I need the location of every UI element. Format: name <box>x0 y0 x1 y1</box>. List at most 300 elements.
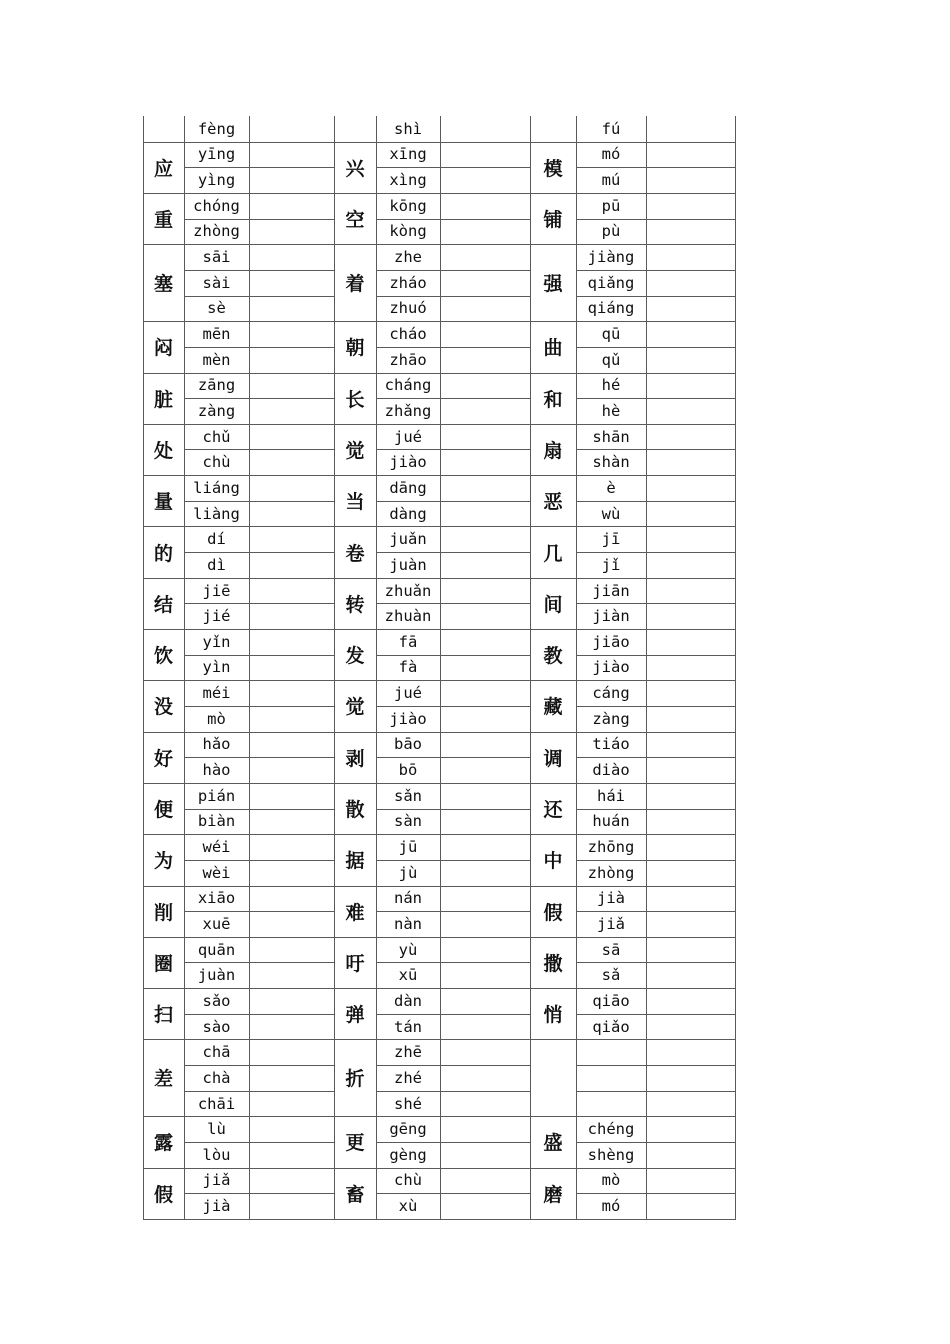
answer-blank <box>646 603 736 629</box>
pinyin-reading: shān <box>592 427 630 446</box>
answer-blank <box>249 757 334 783</box>
polyphone-character: 教 <box>543 645 563 668</box>
pinyin-reading: biàn <box>197 812 236 831</box>
pinyin-reading: xīng <box>389 145 427 164</box>
pinyin-reading: gēng <box>389 1120 427 1139</box>
answer-blank <box>440 603 530 629</box>
pinyin-reading: chù <box>202 453 231 472</box>
answer-blank <box>440 809 530 835</box>
pinyin-reading: tiáo <box>592 735 630 754</box>
polyphone-character: 散 <box>345 799 365 822</box>
answer-blank <box>440 655 530 681</box>
pinyin-reading: qiǎo <box>592 1017 630 1036</box>
answer-blank <box>646 475 736 501</box>
pinyin-reading: jiāo <box>592 632 630 651</box>
answer-blank <box>646 655 736 681</box>
pinyin-reading: tán <box>394 1017 422 1036</box>
pinyin-reading: shàn <box>592 453 630 472</box>
pinyin-reading: mèn <box>202 350 231 369</box>
answer-blank <box>440 167 530 193</box>
answer-blank <box>440 680 530 706</box>
pinyin-reading: sè <box>207 299 226 318</box>
answer-blank <box>646 347 736 373</box>
pinyin-reading: hè <box>601 401 621 420</box>
pinyin-reading: jǐ <box>601 555 621 574</box>
answer-blank <box>249 193 334 219</box>
pinyin-reading: jiān <box>592 581 630 600</box>
pinyin-reading: yǐn <box>202 632 231 651</box>
pinyin-reading: juǎn <box>389 530 427 549</box>
answer-blank <box>249 655 334 681</box>
answer-blank <box>249 706 334 732</box>
polyphone-character: 弹 <box>345 1004 365 1027</box>
pinyin-reading: wèi <box>202 863 231 882</box>
polyphone-character: 为 <box>153 850 173 873</box>
polyphone-character: 塞 <box>153 273 173 296</box>
pinyin-reading: chù <box>394 1171 422 1190</box>
pinyin-reading: jié <box>202 607 231 626</box>
answer-blank <box>440 1014 530 1040</box>
pinyin-reading: è <box>606 478 616 497</box>
pinyin-reading: cháng <box>384 376 432 395</box>
answer-blank <box>249 578 334 604</box>
answer-blank <box>440 886 530 912</box>
polyphone-character: 难 <box>345 901 365 924</box>
answer-blank <box>646 834 736 860</box>
polyphone-character: 量 <box>153 491 173 514</box>
answer-blank <box>249 1039 334 1065</box>
polyphone-character: 露 <box>153 1132 173 1155</box>
pinyin-reading: wéi <box>202 838 231 856</box>
pinyin-reading: gèng <box>389 1145 427 1164</box>
polyphone-character: 扇 <box>543 439 563 462</box>
pinyin-reading: dāng <box>389 478 427 497</box>
answer-blank <box>249 398 334 424</box>
answer-blank <box>249 526 334 552</box>
answer-blank <box>249 321 334 347</box>
answer-blank <box>249 680 334 706</box>
answer-blank <box>440 757 530 783</box>
pinyin-reading: bāo <box>394 735 422 754</box>
pinyin-reading: mò <box>601 1171 621 1190</box>
pinyin-reading: xū <box>398 966 418 985</box>
pinyin-reading: yìn <box>202 658 231 677</box>
answer-blank <box>440 1091 530 1117</box>
pinyin-reading: qiǎng <box>587 273 635 292</box>
answer-blank <box>646 706 736 732</box>
pinyin-reading: fā <box>398 632 418 651</box>
polyphone-character: 模 <box>543 157 563 180</box>
answer-blank <box>646 1142 736 1168</box>
answer-blank <box>249 424 334 450</box>
pinyin-reading: dí <box>207 530 226 549</box>
pinyin-reading: sàn <box>394 812 422 831</box>
answer-blank <box>646 732 736 758</box>
answer-blank <box>646 1168 736 1194</box>
answer-blank <box>646 270 736 296</box>
answer-blank <box>646 680 736 706</box>
polyphone-character: 兴 <box>345 157 365 180</box>
pinyin-reading: sǎo <box>202 991 231 1010</box>
answer-blank <box>646 552 736 578</box>
pinyin-reading: mó <box>601 1197 621 1216</box>
polyphone-character: 结 <box>153 593 173 616</box>
polyphone-character: 没 <box>153 696 173 719</box>
polyphone-character: 脏 <box>153 388 173 411</box>
polyphone-character: 觉 <box>345 439 365 462</box>
answer-blank <box>440 270 530 296</box>
answer-blank <box>646 219 736 245</box>
answer-blank <box>249 347 334 373</box>
answer-blank <box>440 321 530 347</box>
answer-blank <box>249 219 334 245</box>
answer-blank <box>440 296 530 322</box>
pinyin-reading: fèng <box>197 119 236 138</box>
polyphone-character: 假 <box>543 901 563 924</box>
pinyin-reading: jué <box>394 427 422 446</box>
pinyin-reading: zhāo <box>389 350 427 369</box>
answer-blank <box>646 449 736 475</box>
pinyin-reading: chā <box>202 1043 231 1062</box>
answer-blank <box>646 398 736 424</box>
answer-blank <box>440 501 530 527</box>
pinyin-reading: jià <box>597 889 625 908</box>
answer-blank <box>440 193 530 219</box>
answer-blank <box>646 1116 736 1142</box>
polyphone-character: 折 <box>345 1068 365 1091</box>
answer-blank <box>646 116 736 142</box>
pinyin-reading: jué <box>394 684 422 703</box>
pinyin-reading: hé <box>601 376 621 395</box>
answer-blank <box>646 629 736 655</box>
polyphone-character: 曲 <box>543 337 563 360</box>
answer-blank <box>249 270 334 296</box>
pinyin-reading: xuē <box>202 914 231 933</box>
pinyin-reading: chāi <box>197 1094 236 1113</box>
answer-blank <box>249 1193 334 1219</box>
polyphone-character: 朝 <box>345 337 365 360</box>
answer-blank <box>440 398 530 424</box>
polyphone-character: 闷 <box>153 337 173 360</box>
polyphone-character: 发 <box>345 645 365 668</box>
answer-blank <box>440 373 530 399</box>
answer-blank <box>249 937 334 963</box>
pinyin-reading: shèng <box>587 1145 635 1164</box>
pinyin-reading: xìng <box>389 171 427 190</box>
pinyin-reading: sāi <box>202 248 231 267</box>
pinyin-reading: bō <box>398 761 418 780</box>
pinyin-reading: zhé <box>394 1068 422 1087</box>
pinyin-reading: pù <box>601 222 621 241</box>
answer-blank <box>249 475 334 501</box>
pinyin-reading: zhǎng <box>384 401 432 420</box>
answer-blank <box>249 1142 334 1168</box>
polyphone-character <box>143 116 184 142</box>
answer-blank <box>249 552 334 578</box>
pinyin-reading: zàng <box>197 401 236 420</box>
pinyin-reading: zhòng <box>193 222 240 241</box>
answer-blank <box>249 244 334 270</box>
pinyin-reading: jū <box>398 838 418 856</box>
polyphone-character: 间 <box>543 593 563 616</box>
polyphone-character: 和 <box>543 388 563 411</box>
answer-blank <box>249 1168 334 1194</box>
pinyin-reading: qū <box>601 325 621 343</box>
polyphone-character: 悄 <box>543 1004 563 1027</box>
pinyin-reading: juàn <box>389 555 427 574</box>
pinyin-reading: nán <box>394 889 422 908</box>
polyphone-character: 转 <box>345 593 365 616</box>
answer-blank <box>249 629 334 655</box>
answer-blank <box>646 1014 736 1040</box>
pinyin-reading: xù <box>398 1197 418 1216</box>
answer-blank <box>646 1091 736 1117</box>
answer-blank <box>440 834 530 860</box>
answer-blank <box>440 424 530 450</box>
answer-blank <box>646 911 736 937</box>
answer-blank <box>249 962 334 988</box>
pinyin-reading: kòng <box>389 222 427 241</box>
pinyin-reading: nàn <box>394 914 422 933</box>
pinyin-reading: mú <box>601 171 621 190</box>
pinyin-reading: qiāo <box>592 991 630 1010</box>
polyphone-character: 当 <box>345 491 365 514</box>
polyphone-character: 卷 <box>345 542 365 565</box>
polyphone-character: 便 <box>153 799 173 822</box>
answer-blank <box>646 373 736 399</box>
answer-blank <box>249 373 334 399</box>
answer-blank <box>440 578 530 604</box>
pinyin-reading: cáng <box>592 684 630 703</box>
pinyin-reading: zhuó <box>389 299 427 318</box>
polyphone-table <box>143 116 736 1220</box>
pinyin-reading: zhē <box>394 1043 422 1062</box>
polyphone-character: 吁 <box>345 952 365 975</box>
answer-blank <box>646 783 736 809</box>
polyphone-character: 盛 <box>543 1132 563 1155</box>
pinyin-reading: chéng <box>587 1120 635 1139</box>
answer-blank <box>646 757 736 783</box>
pinyin-reading: huán <box>592 812 630 831</box>
answer-blank <box>440 911 530 937</box>
pinyin-reading: jù <box>398 863 418 882</box>
polyphone-character <box>334 116 376 142</box>
answer-blank <box>440 1039 530 1065</box>
pinyin-reading: lòu <box>202 1145 231 1164</box>
answer-blank <box>440 1168 530 1194</box>
pinyin-reading: jiào <box>592 658 630 677</box>
answer-blank <box>249 1014 334 1040</box>
pinyin-reading: jià <box>202 1197 231 1216</box>
answer-blank <box>249 886 334 912</box>
answer-blank <box>440 962 530 988</box>
pinyin-reading: jī <box>601 530 621 549</box>
pinyin-reading: diào <box>592 761 630 780</box>
polyphone-character: 饮 <box>153 645 173 668</box>
answer-blank <box>646 296 736 322</box>
pinyin-reading: qiáng <box>587 299 635 318</box>
answer-blank <box>646 962 736 988</box>
answer-blank <box>249 860 334 886</box>
pinyin-reading: chóng <box>193 196 240 215</box>
answer-blank <box>646 167 736 193</box>
answer-blank <box>646 937 736 963</box>
pinyin-reading: zhuǎn <box>384 581 432 600</box>
polyphone-character: 长 <box>345 388 365 411</box>
pinyin-reading: mó <box>601 145 621 164</box>
polyphone-character: 调 <box>543 747 563 770</box>
answer-blank <box>440 219 530 245</box>
answer-blank <box>440 1193 530 1219</box>
pinyin-reading: hái <box>597 786 625 805</box>
answer-blank <box>440 449 530 475</box>
pinyin-reading: mēn <box>202 325 231 343</box>
polyphone-character: 畜 <box>345 1183 365 1206</box>
answer-blank <box>440 988 530 1014</box>
answer-blank <box>646 321 736 347</box>
answer-blank <box>440 552 530 578</box>
pinyin-reading: wù <box>601 504 621 523</box>
polyphone-character: 更 <box>345 1132 365 1155</box>
pinyin-reading: lù <box>207 1120 226 1139</box>
pinyin-reading: dàng <box>389 504 427 523</box>
pinyin-reading: zhòng <box>587 863 635 882</box>
answer-blank <box>646 142 736 168</box>
polyphone-character: 空 <box>345 209 365 232</box>
pinyin-reading: zhe <box>394 248 422 267</box>
polyphone-character: 还 <box>543 799 563 822</box>
pinyin-reading: zháo <box>389 273 427 292</box>
answer-blank <box>249 834 334 860</box>
answer-blank <box>249 783 334 809</box>
polyphone-character: 几 <box>543 542 563 565</box>
pinyin-reading: hào <box>202 761 231 780</box>
polyphone-character: 觉 <box>345 696 365 719</box>
polyphone-character: 恶 <box>543 491 563 514</box>
polyphone-character: 铺 <box>543 209 563 232</box>
pinyin-reading: sā <box>601 940 621 959</box>
pinyin-reading: jiàn <box>592 607 630 626</box>
polyphone-character: 假 <box>153 1183 173 1206</box>
pinyin-reading: zāng <box>197 376 236 395</box>
answer-blank <box>249 911 334 937</box>
polyphone-character: 剥 <box>345 747 365 770</box>
polyphone-character: 差 <box>153 1068 173 1091</box>
pinyin-reading: zhōng <box>587 838 635 856</box>
answer-blank <box>249 142 334 168</box>
pinyin-reading: pū <box>601 196 621 215</box>
answer-blank <box>440 526 530 552</box>
pinyin-reading: juàn <box>197 966 236 985</box>
answer-blank <box>646 1039 736 1065</box>
pinyin-reading: yīng <box>197 145 236 164</box>
pinyin-reading: liáng <box>193 478 240 497</box>
answer-blank <box>440 475 530 501</box>
pinyin-reading: sǎ <box>601 966 621 985</box>
polyphone-character: 的 <box>153 542 173 565</box>
answer-blank <box>440 142 530 168</box>
answer-blank <box>646 1065 736 1091</box>
pinyin-reading: jiē <box>202 581 231 600</box>
polyphone-character <box>530 116 576 142</box>
polyphone-character: 削 <box>153 901 173 924</box>
pinyin-reading: hǎo <box>202 735 231 754</box>
pinyin-reading <box>576 1091 646 1117</box>
answer-blank <box>646 424 736 450</box>
pinyin-reading: zhuàn <box>384 607 432 626</box>
pinyin-reading: fà <box>398 658 418 677</box>
polyphone-character: 撒 <box>543 952 563 975</box>
answer-blank <box>646 193 736 219</box>
polyphone-character: 重 <box>153 209 173 232</box>
answer-blank <box>440 1116 530 1142</box>
pinyin-reading: liàng <box>193 504 240 523</box>
answer-blank <box>249 296 334 322</box>
pinyin-reading: sài <box>202 273 231 292</box>
answer-blank <box>646 988 736 1014</box>
pinyin-reading: quān <box>197 940 236 959</box>
answer-blank <box>440 116 530 142</box>
pinyin-reading: dì <box>207 555 226 574</box>
pinyin-reading: chà <box>202 1068 231 1087</box>
answer-blank <box>249 501 334 527</box>
pinyin-reading: yìng <box>197 171 236 190</box>
answer-blank <box>440 706 530 732</box>
answer-blank <box>249 116 334 142</box>
answer-blank <box>440 347 530 373</box>
answer-blank <box>440 629 530 655</box>
polyphone-character: 好 <box>153 747 173 770</box>
pinyin-reading: cháo <box>389 325 427 343</box>
pinyin-reading: chǔ <box>202 427 231 446</box>
polyphone-character: 扫 <box>153 1004 173 1027</box>
pinyin-reading <box>576 1039 646 1065</box>
pinyin-reading: zàng <box>592 709 630 728</box>
polyphone-character: 应 <box>153 157 173 180</box>
pinyin-reading: pián <box>197 786 236 805</box>
answer-blank <box>646 501 736 527</box>
pinyin-reading: yù <box>398 940 418 959</box>
answer-blank <box>249 1091 334 1117</box>
pinyin-reading: fú <box>601 119 621 138</box>
answer-blank <box>249 603 334 629</box>
answer-blank <box>646 244 736 270</box>
answer-blank <box>249 449 334 475</box>
answer-blank <box>249 1116 334 1142</box>
answer-blank <box>440 783 530 809</box>
answer-blank <box>646 886 736 912</box>
pinyin-reading: shé <box>394 1094 422 1113</box>
polyphone-character: 磨 <box>543 1183 563 1206</box>
polyphone-character: 圈 <box>153 952 173 975</box>
polyphone-character: 藏 <box>543 696 563 719</box>
pinyin-reading: jiào <box>389 709 427 728</box>
pinyin-reading: xiāo <box>197 889 236 908</box>
answer-blank <box>249 809 334 835</box>
answer-blank <box>646 578 736 604</box>
answer-blank <box>440 1065 530 1091</box>
pinyin-reading: kōng <box>389 196 427 215</box>
pinyin-reading: dàn <box>394 991 422 1010</box>
polyphone-character: 强 <box>543 273 563 296</box>
answer-blank <box>646 860 736 886</box>
pinyin-reading: mò <box>207 709 226 728</box>
answer-blank <box>249 1065 334 1091</box>
polyphone-character: 中 <box>543 850 563 873</box>
pinyin-reading: shì <box>394 119 422 138</box>
answer-blank <box>249 732 334 758</box>
pinyin-reading <box>576 1065 646 1091</box>
